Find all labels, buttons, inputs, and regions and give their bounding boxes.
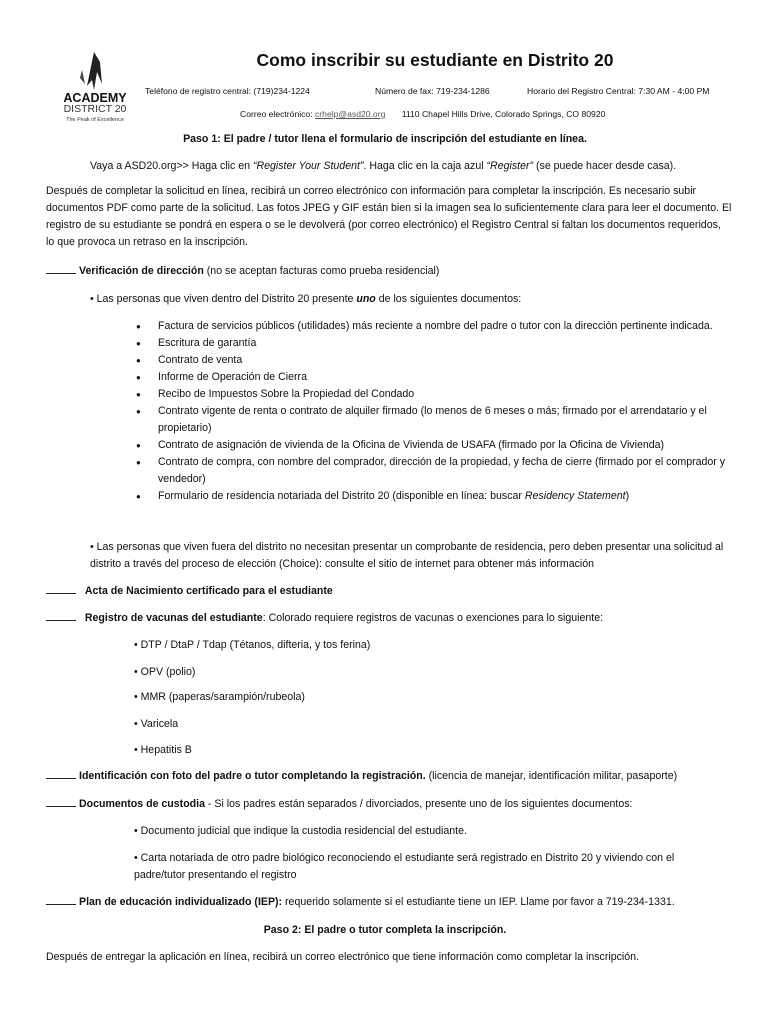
checkbox-line[interactable] [46,894,76,905]
custody-label: Documentos de custodia [79,798,205,810]
hours-info: Horario del Registro Central: 7:30 AM - 4:00 PM [527,86,710,96]
vaccine-item: • Varicela [134,718,179,730]
list-item: ● Formulario de residencia notariada del Distrito 20 (disponible en línea: buscar Residency Statement) [158,488,732,505]
email-link[interactable]: crhelp@asd20.org [315,109,386,119]
list-item: ● Factura de servicios públicos (utilidades) más reciente a nombre del padre o tutor con la dirección pertinente indicada. [158,318,732,335]
checkbox-line[interactable] [46,768,76,779]
fax-info: Número de fax: 719-234-1286 [375,86,490,96]
vaccines-label: Registro de vacunas del estudiante [84,612,263,624]
svg-text:DISTRICT 20: DISTRICT 20 [63,103,127,115]
svg-text:ACADEMY: ACADEMY [63,91,127,105]
step2-paragraph: Después de entregar la aplicación en línea, recibirá un correo electrónico que tiene información como completar la inscripción. [46,951,639,963]
birth-cert-label: Acta de Nacimiento certificado para el estudiante [84,585,333,597]
list-item: ● Contrato vigente de renta o contrato de alquiler firmado (lo menos de 6 meses o más; firmado por el arrendatario y el propietario) [158,403,732,437]
custody-item: • Carta notariada de otro padre biológico reconociendo el estudiante será registrado en Distrito 20 y viviendo con el padre/tutor presentando el registro [134,852,675,881]
list-item: ● Escritura de garantía [158,335,732,352]
inside-district-text: • Las personas que viven dentro del Distrito 20 presente uno de los siguientes documentos: [90,293,522,305]
outside-district-text: • Las personas que viven fuera del distrito no necesitan presentar un comprobante de residencia, pero deben presentar una solicitud al distrito a través del proceso de elección (Choice): consulte el sitio de internet para obtener más información [90,541,724,570]
contact-line [240,108,605,120]
iep-label: Plan de educación individualizado (IEP): [79,896,283,908]
vaccine-item: • DTP / DtaP / Tdap (Tétanos, difteria, y tos ferina) [134,639,371,651]
photo-id-row: Identificación con foto del padre o tutor completando la registración. (licencia de manejar, identificación militar, pasaporte) [46,768,677,785]
email-label: Correo electrónico: [240,109,313,119]
phone-info: Teléfono de registro central: (719)234-1224 [145,86,310,96]
checkbox-line[interactable] [46,583,76,594]
address-docs-list [158,318,732,505]
list-item: ● Contrato de venta [158,352,732,369]
birth-cert-row [46,583,333,600]
step2-heading: Paso 2: El padre o tutor completa la inscripción. [263,924,507,936]
address-check-label: Verificación de dirección [79,265,204,277]
custody-item: • Documento judicial que indique la custodia residencial del estudiante. [134,825,467,837]
vaccine-item: • MMR (paperas/sarampión/rubeola) [134,691,305,703]
vaccine-item: • OPV (polio) [134,666,196,678]
list-item: ● Informe de Operación de Cierra [158,369,732,386]
step1-heading: Paso 1: El padre / tutor llena el formulario de inscripción del estudiante en línea. [183,133,587,145]
step1-instructions: Vaya a ASD20.org>> Haga clic en “Register Your Student”. Haga clic en la caja azul “Register” (se puede hacer desde casa). [90,160,677,172]
vaccines-row: Registro de vacunas del estudiante: Colorado requiere registros de vacunas o exenciones para lo siguiente: [46,610,603,627]
list-item: ● Contrato de compra, con nombre del comprador, dirección de la propiedad, y fecha de cierre (firmado por el comprador y vendedor) [158,454,732,488]
vaccine-item: • Hepatitis B [134,744,192,756]
page-title: Como inscribir su estudiante en Distrito 20 [256,50,614,70]
list-item: ● Recibo de Impuestos Sobre la Propiedad del Condado [158,386,732,403]
photo-id-label: Identificación con foto del padre o tutor completando la registración. [79,770,426,782]
register-student-text: “Register Your Student” [252,160,364,172]
address: 1110 Chapel Hills Drive, Colorado Springs, CO 80920 [401,109,606,119]
register-text: “Register” [486,160,534,172]
address-check-row: Verificación de dirección (no se aceptan facturas como prueba residencial) [46,263,439,280]
iep-row: Plan de educación individualizado (IEP): requerido solamente si el estudiante tiene un IEP. Llame por favor a 719-234-1331. [46,894,675,911]
svg-text:The Peak of Excellence: The Peak of Excellence [66,117,124,123]
checkbox-line[interactable] [46,796,76,807]
custody-row: Documentos de custodia - Si los padres están separados / divorciados, presente uno de los siguientes documentos: [46,796,633,813]
step1-paragraph: Después de completar la solicitud en línea, recibirá un correo electrónico con información para completar la inscripción. Es necesario subir documentos PDF como parte de la solicitud. Las fotos JPEG y GIF están bien si la imagen sea lo suficientemente clara para leer el documento. El registro de su estudiante se pondrá en espera o se le devolverá (por correo electrónico) el Registro Central si faltan los documentos requeridos, lo que provoca un retraso en la inscripción. [46,185,732,248]
list-item: ● Contrato de asignación de vivienda de la Oficina de Vivienda de USAFA (firmado por la Oficina de Vivienda) [158,437,732,454]
checkbox-line[interactable] [46,263,76,274]
checkbox-line[interactable] [46,610,76,621]
